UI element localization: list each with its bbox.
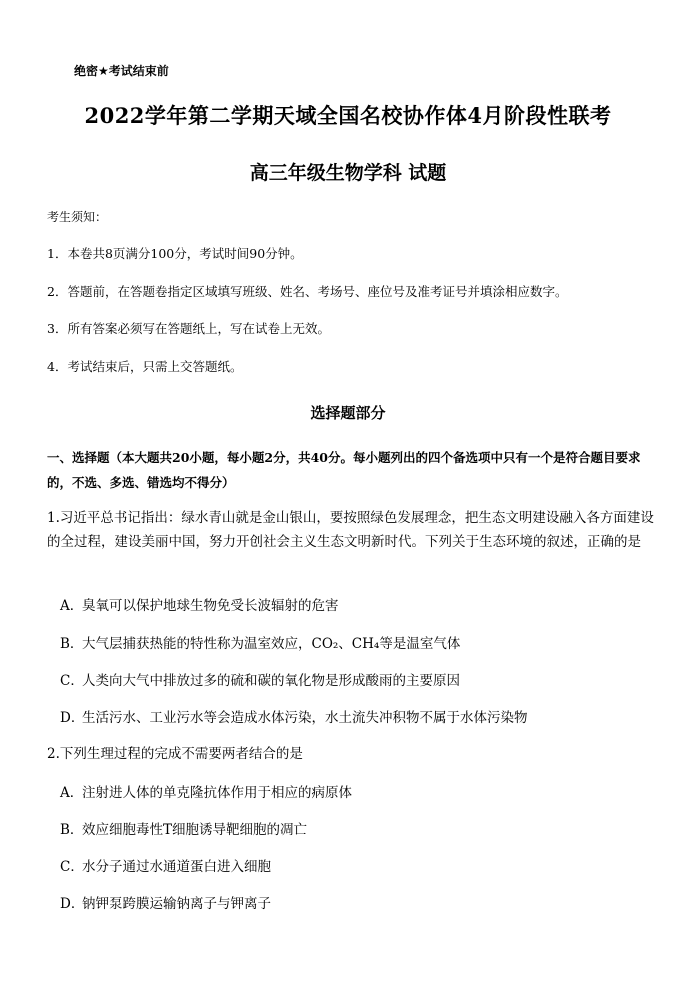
notice-item: 4．考试结束后，只需上交答题纸。 (47, 359, 243, 374)
exam-title: 2022学年第二学期天域全国名校协作体4月阶段性联考 (84, 103, 612, 128)
question-stem: 2.下列生理过程的完成不需要两者结合的是 (47, 746, 303, 762)
notice-heading: 考生须知： (47, 210, 108, 224)
option-c (60, 855, 271, 875)
exam-subtitle: 高三年级生物学科 试题 (249, 162, 447, 184)
question-stem: 1.习近平总书记指出：绿水青山就是金山银山，要按照绿色发展理念，把生态文明建设融入各方面建设的全过程，建设美丽中国，努力开创社会主义生态文明新时代。下列关于生态环境的叙述，正确的是 (47, 510, 654, 550)
option-b (60, 818, 307, 838)
option-text: 臭氧可以保护地球生物免受长波辐射的危害 (82, 598, 339, 614)
notice-item: 1．本卷共8页满分100分，考试时间90分钟。 (47, 246, 303, 261)
option-text: 钠钾泵跨膜运输钠离子与钾离子 (82, 896, 271, 912)
option-letter: D． (60, 896, 85, 912)
option-letter: D． (60, 710, 85, 726)
option-text: 注射进人体的单克隆抗体作用于相应的病原体 (82, 785, 352, 801)
option-a (60, 781, 352, 801)
option-text: 人类向大气中排放过多的硫和碳的氧化物是形成酸雨的主要原因 (82, 673, 460, 689)
option-text: 生活污水、工业污水等会造成水体污染，水土流失冲积物不属于水体污染物 (82, 710, 528, 726)
option-c (60, 669, 460, 689)
option-d (60, 706, 528, 726)
option-text: 大气层捕获热能的特性称为温室效应，CO₂、CH₄等是温室气体 (82, 636, 461, 652)
section-instructions: 一、选择题（本大题共20小题，每小题2分，共40分。每小题列出的四个备选项中只有一个是符合题目要求的，不选、多选、错选均不得分） (47, 450, 641, 490)
option-letter: B． (60, 636, 84, 652)
option-b (60, 632, 460, 652)
option-text: 效应细胞毒性T细胞诱导靶细胞的凋亡 (82, 822, 308, 838)
section-heading: 选择题部分 (310, 404, 386, 422)
option-letter: A． (60, 598, 84, 614)
option-text: 水分子通过水通道蛋白进入细胞 (82, 859, 271, 875)
option-d (60, 892, 271, 912)
option-letter: A． (60, 785, 84, 801)
option-letter: C． (60, 859, 84, 875)
notice-item: 3．所有答案必须写在答题纸上，写在试卷上无效。 (47, 321, 330, 336)
notice-item: 2．答题前，在答题卷指定区域填写班级、姓名、考场号、座位号及准考证号并填涂相应数字。 (47, 284, 568, 299)
option-letter: B． (60, 822, 84, 838)
option-a (60, 594, 339, 614)
secret-label: 绝密★考试结束前 (74, 64, 169, 78)
option-letter: C． (60, 673, 84, 689)
